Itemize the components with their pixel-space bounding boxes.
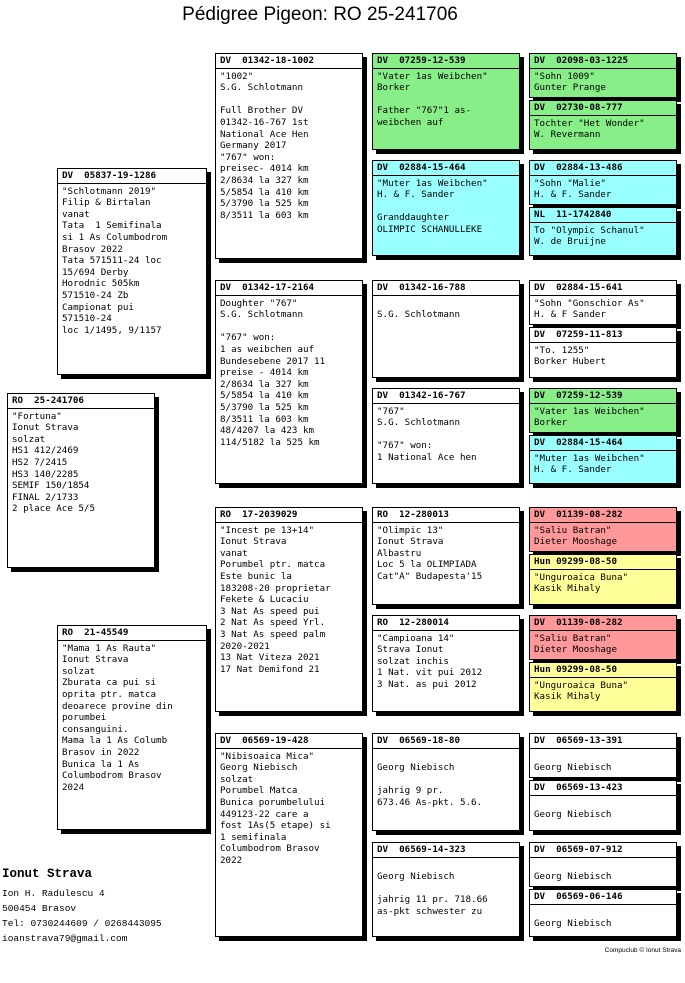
footer-credit: Compuclub © Ionut Strava <box>604 947 681 954</box>
pigeon-card-ddd[interactable] <box>372 842 520 937</box>
pigeon-card-g3[interactable] <box>529 160 677 205</box>
ring-number: DV 06569-19-428 <box>216 735 362 749</box>
pigeon-card-sire-dam[interactable] <box>215 280 363 484</box>
pigeon-card-sire-sire[interactable] <box>215 53 363 259</box>
ring-number: DV 06569-06-146 <box>530 891 676 905</box>
pigeon-card-sds[interactable] <box>372 280 520 378</box>
pigeon-card-g8[interactable] <box>529 435 677 484</box>
ring-number: DV 06569-18-80 <box>373 735 519 749</box>
pigeon-details: "Unguroaica Buna" Kasik Mihaly <box>534 679 629 703</box>
pigeon-details: Georg Niebisch jahrig 11 pr. 718.66 as-pkt schwester zu <box>377 871 488 917</box>
pigeon-details: Tochter "Het Wonder" W. Revermann <box>534 117 645 141</box>
pigeon-card-sss[interactable] <box>372 53 520 150</box>
pigeon-card-g14[interactable] <box>529 780 677 831</box>
pigeon-details: "Olimpic 13" Ionut Strava Albastru Loc 5 la OLIMPIADA Cat"A" Budapesta'15 <box>377 524 483 582</box>
pigeon-card-g11[interactable] <box>529 615 677 660</box>
ring-number: NL 11-1742840 <box>530 209 676 223</box>
pigeon-card-g5[interactable] <box>529 280 677 325</box>
pigeon-details: "Muter 1as Weibchen" H. & F. Sander Granddaughter OLIMPIC SCHANULLEKE <box>377 177 488 235</box>
pigeon-details: "Vater 1as Weibchen" Borker <box>534 405 645 429</box>
ring-number: RO 12-280013 <box>373 509 519 523</box>
pigeon-card-g16[interactable] <box>529 889 677 937</box>
pigeon-card-dam-sire[interactable] <box>215 507 363 712</box>
pigeon-details: Georg Niebisch jahrig 9 pr. 673.46 As-pkt. 5.6. <box>377 762 483 808</box>
ring-number: DV 01342-16-767 <box>373 390 519 404</box>
ring-number: DV 07259-12-539 <box>373 55 519 69</box>
pigeon-details: Georg Niebisch <box>534 762 612 774</box>
pigeon-details: "Saliu Batran" Dieter Mooshage <box>534 632 617 656</box>
ring-number: DV 02884-13-486 <box>530 162 676 176</box>
pigeon-details: "Muter 1as Weibchen" H. & F. Sander <box>534 452 645 476</box>
ring-number: DV 01342-18-1002 <box>216 55 362 69</box>
ring-number: RO 25-241706 <box>8 395 154 409</box>
pigeon-card-g12[interactable] <box>529 662 677 712</box>
pigeon-details: Georg Niebisch <box>534 809 612 821</box>
breeder-address-line: Ion H. Radulescu 4 <box>2 888 105 899</box>
pigeon-details: Georg Niebisch <box>534 871 612 883</box>
ring-number: DV 06569-14-323 <box>373 844 519 858</box>
ring-number: Hun 09299-08-50 <box>530 664 676 678</box>
pigeon-card-dam[interactable] <box>57 625 207 830</box>
pigeon-card-g4[interactable] <box>529 207 677 256</box>
pigeon-card-dam-dam[interactable] <box>215 733 363 937</box>
pigeon-card-dds[interactable] <box>372 733 520 831</box>
pigeon-details: Doughter "767" S.G. Schlotmann "767" won: 1 as weibchen auf Bundesebene 2017 11 preise - 4014 km 2/8634 la 327 km 5/5854 la 410 km 5/3790 la 525 km 8/3511 la 603 km 48/4207 la 423 km 114/5182 la 525 km <box>220 297 326 448</box>
breeder-info <box>2 867 162 946</box>
pigeon-details: "Fortuna" Ionut Strava solzat HS1 412/2469 HS2 7/2415 HS3 140/2285 SEMIF 150/1854 FINAL 2/1733 2 place Ace 5/5 <box>12 410 95 515</box>
breeder-city: 500454 Brasov <box>2 903 77 914</box>
pigeon-details: "Sohn "Malie" H. & F. Sander <box>534 177 612 201</box>
ring-number: DV 02884-15-464 <box>373 162 519 176</box>
pigeon-details: "Vater 1as Weibchen" Borker Father "767"1 as- weibchen auf <box>377 70 488 128</box>
ring-number: RO 21-45549 <box>58 627 206 641</box>
pigeon-details: To "Olympic Schanul" W. de Bruijne <box>534 224 645 248</box>
pigeon-card-g2[interactable] <box>529 100 677 150</box>
ring-number: DV 02730-08-777 <box>530 102 676 116</box>
ring-number: RO 17-2039029 <box>216 509 362 523</box>
pigeon-details: "Sohn "Gonschior As" H. & F Sander <box>534 297 645 321</box>
breeder-name: Ionut Strava <box>2 867 93 881</box>
pigeon-card-sire[interactable] <box>57 168 207 375</box>
pigeon-details: "767" S.G. Schlotmann "767" won: 1 National Ace hen <box>377 405 477 463</box>
ring-number: DV 07259-12-539 <box>530 390 676 404</box>
ring-number: DV 01342-16-788 <box>373 282 519 296</box>
ring-number: DV 02884-15-641 <box>530 282 676 296</box>
pigeon-card-dss[interactable] <box>372 507 520 605</box>
pigeon-details: "Incest pe 13+14" Ionut Strava vanat Porumbel ptr. matca Este bunic la 183208-20 proprietar Fekete & Lucaciu 3 Nat As speed pui 2 Nat As speed Yrl. 3 Nat As speed palm 2020-2021 13 Nat Viteza 2021 17 Nat Demifond 21 <box>220 524 331 675</box>
ring-number: DV 01139-08-282 <box>530 509 676 523</box>
pigeon-card-dsd[interactable] <box>372 615 520 712</box>
page-title: Pédigree Pigeon: RO 25-241706 <box>182 4 458 25</box>
pigeon-details: "To. 1255" Borker Hubert <box>534 344 606 368</box>
pigeon-details: Georg Niebisch <box>534 918 612 930</box>
ring-number: DV 01342-17-2164 <box>216 282 362 296</box>
pigeon-details: "Mama 1 As Rauta" Ionut Strava solzat Zburata ca pui si oprita ptr. matca deoarece provine din porumbei consanguini. Mama la 1 As Columb Brasov in 2022 Bunica la 1 As Columbodrom Brasov 2024 <box>62 642 173 793</box>
breeder-phone: Tel: 0730244609 / 0268443095 <box>2 918 162 929</box>
pigeon-details: "1002" S.G. Schlotmann Full Brother DV 01342-16-767 1st National Ace Hen Germany 2017 "767" won: preisec- 4014 km 2/8634 la 327 km 5/5854 la 410 km 5/3790 la 525 km 8/3511 la 603 km <box>220 70 309 221</box>
pigeon-card-sdd[interactable] <box>372 388 520 484</box>
pigeon-card-g6[interactable] <box>529 327 677 378</box>
ring-number: DV 02884-15-464 <box>530 437 676 451</box>
ring-number: RO 12-280014 <box>373 617 519 631</box>
pigeon-card-g10[interactable] <box>529 554 677 605</box>
ring-number: DV 05837-19-1286 <box>58 170 206 184</box>
pigeon-card-g9[interactable] <box>529 507 677 552</box>
pigeon-card-g15[interactable] <box>529 842 677 887</box>
ring-number: DV 06569-13-423 <box>530 782 676 796</box>
pigeon-card-ssd[interactable] <box>372 160 520 256</box>
pigeon-card-subject[interactable] <box>7 393 155 568</box>
pigeon-details: "Saliu Batran" Dieter Mooshage <box>534 524 617 548</box>
breeder-email[interactable]: ioanstrava79@gmail.com <box>2 933 128 944</box>
ring-number: DV 02098-03-1225 <box>530 55 676 69</box>
pigeon-details: "Campioana 14" Strava Ionut solzat inchis 1 Nat. vit pui 2012 3 Nat. as pui 2012 <box>377 632 483 690</box>
pigeon-details: "Schlotmann 2019" Filip & Birtalan vanat Tata 1 Semifinala si 1 As Columbodrom Brasov 2022 Tata 571511-24 loc 15/694 Derby Horodnic 505km 571510-24 Zb Campionat pui 571510-24 loc 1/1495, 9/1157 <box>62 185 168 336</box>
pigeon-details: "Unguroaica Buna" Kasik Mihaly <box>534 571 629 595</box>
ring-number: DV 07259-11-813 <box>530 329 676 343</box>
pigeon-card-g13[interactable] <box>529 733 677 778</box>
pigeon-card-g7[interactable] <box>529 388 677 433</box>
ring-number: Hun 09299-08-50 <box>530 556 676 570</box>
ring-number: DV 06569-07-912 <box>530 844 676 858</box>
pigeon-details: "Sohn 1009" Gunter Prange <box>534 70 606 94</box>
ring-number: DV 06569-13-391 <box>530 735 676 749</box>
ring-number: DV 01139-08-282 <box>530 617 676 631</box>
pigeon-card-g1[interactable] <box>529 53 677 98</box>
pigeon-details: S.G. Schlotmann <box>377 309 460 321</box>
pigeon-details: "Nibisoaica Mica" Georg Niebisch solzat Porumbel Matca Bunica porumbelului 449123-22 care a fost 1As(5 etape) si 1 semifinala Columbodrom Brasov 2022 <box>220 750 331 866</box>
